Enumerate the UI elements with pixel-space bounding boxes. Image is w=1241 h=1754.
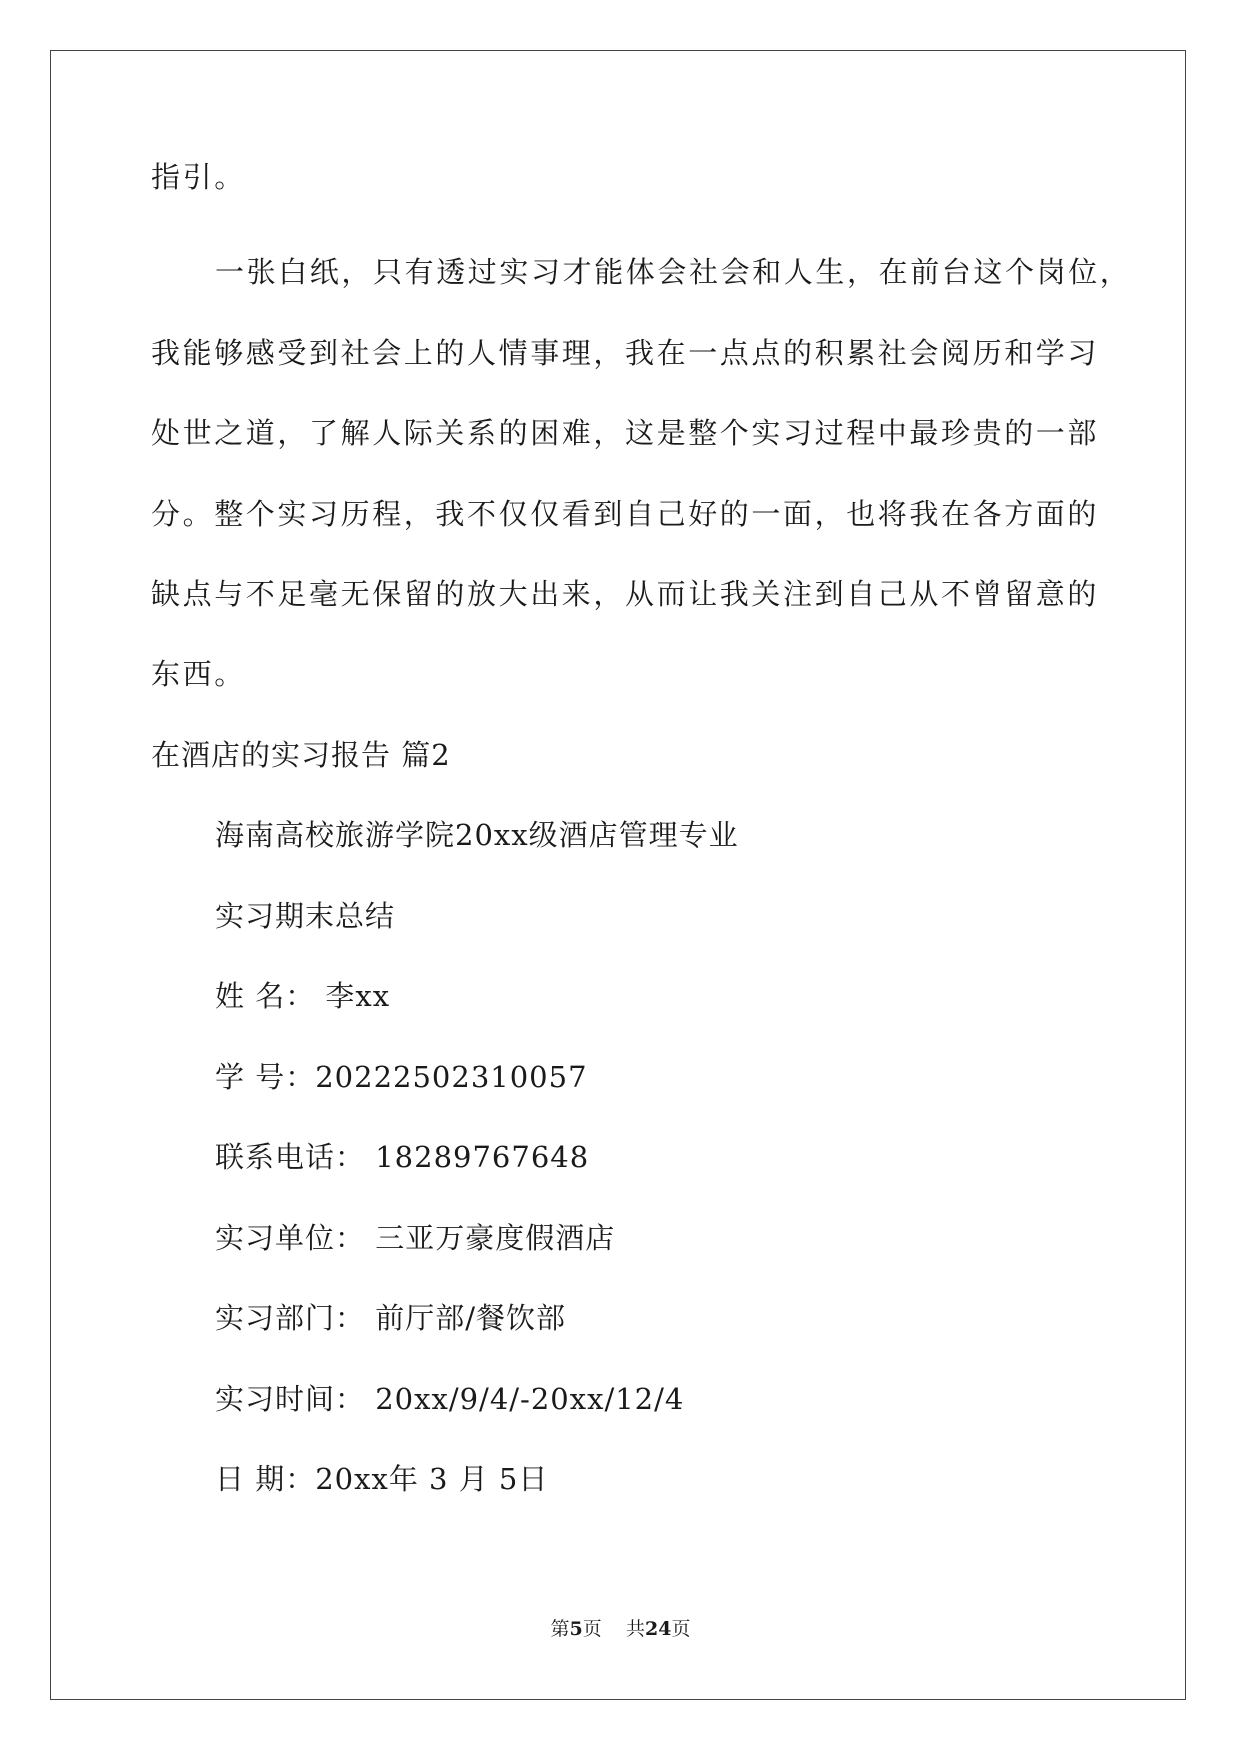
page-border	[50, 50, 1186, 1700]
paragraph-line: 分。整个实习历程，我不仅仅看到自己好的一面，也将我在各方面的	[151, 497, 1100, 531]
field-phone: 联系电话： 18289767648	[215, 1140, 590, 1174]
paragraph-line: 处世之道，了解人际关系的困难，这是整个实习过程中最珍贵的一部	[151, 416, 1100, 450]
total-pages: 24	[644, 1618, 672, 1640]
school-line: 海南高校旅游学院20xx级酒店管理专业	[215, 818, 739, 852]
summary-title: 实习期末总结	[215, 899, 396, 933]
page-number: 5	[569, 1618, 583, 1640]
page-footer	[0, 1617, 1241, 1641]
field-date: 日 期：20xx年 3 月 5日	[215, 1462, 549, 1496]
page-prefix: 第	[550, 1618, 570, 1640]
paragraph-end-line: 指引。	[151, 160, 246, 194]
page-suffix: 页	[582, 1618, 602, 1640]
section-title: 在酒店的实习报告 篇2	[151, 738, 451, 772]
field-name: 姓 名： 李xx	[215, 979, 391, 1013]
paragraph-line: 东西。	[151, 657, 246, 691]
paragraph-line: 一张白纸，只有透过实习才能体会社会和人生，在前台这个岗位，	[215, 255, 1132, 289]
paragraph-line: 缺点与不足毫无保留的放大出来，从而让我关注到自己从不曾留意的	[151, 577, 1100, 611]
total-suffix: 页	[671, 1618, 691, 1640]
total-prefix: 共	[625, 1618, 645, 1640]
field-department: 实习部门： 前厅部/餐饮部	[215, 1301, 566, 1335]
field-student-id: 学 号：20222502310057	[215, 1060, 588, 1094]
paragraph-line: 我能够感受到社会上的人情事理，我在一点点的积累社会阅历和学习	[151, 336, 1100, 370]
field-period: 实习时间： 20xx/9/4/-20xx/12/4	[215, 1382, 685, 1416]
field-company: 实习单位： 三亚万豪度假酒店	[215, 1221, 616, 1255]
